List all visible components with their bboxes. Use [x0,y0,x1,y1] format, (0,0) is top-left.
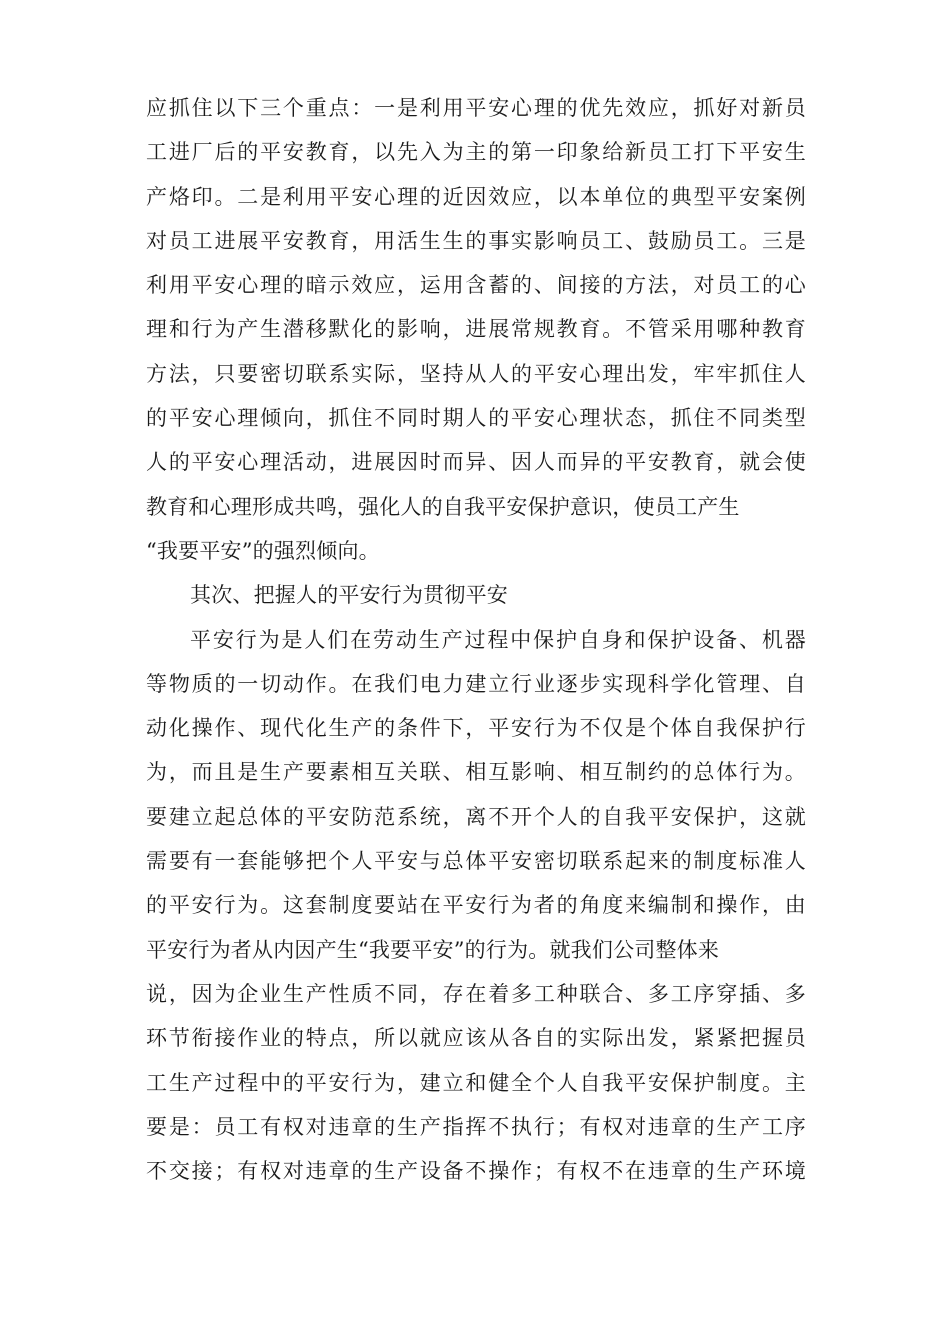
text-line: 要建立起总体的平安防范系统，离不开个人的自我平安保护，这就 [146,804,806,829]
text-line: 要是：员工有权对违章的生产指挥不执行；有权对违章的生产工序 [146,1114,806,1139]
text-line: 需要有一套能够把个人平安与总体平安密切联系起来的制度标准人 [146,849,806,874]
text-line: 动化操作、现代化生产的条件下，平安行为不仅是个体自我保护行 [146,716,806,741]
text-line: 的平安心理倾向，抓住不同时期人的平安心理状态，抓住不同类型 [146,406,806,431]
text-line: 环节衔接作业的特点，所以就应该从各自的实际出发，紧紧把握员 [146,1026,806,1051]
paragraph-2 [146,618,806,1194]
text-line: 教育和心理形成共鸣，强化人的自我平安保护意识，使员工产生 [146,494,740,519]
text-line: 的平安行为。这套制度要站在平安行为者的角度来编制和操作，由 [146,893,806,918]
text-line: 方法，只要密切联系实际，坚持从人的平安心理出发，牢牢抓住人 [146,361,806,386]
text-line: 人的平安心理活动，进展因时而异、因人而异的平安教育，就会使 [146,450,806,475]
text-line: 平安行为是人们在劳动生产过程中保护自身和保护设备、机器 [190,627,806,652]
text-line: 为，而且是生产要素相互关联、相互影响、相互制约的总体行为。 [146,760,806,785]
section-heading: 其次、把握人的平安行为贯彻平安 [190,583,508,608]
text-line: 等物质的一切动作。在我们电力建立行业逐步实现科学化管理、自 [146,671,806,696]
paragraph-1 [146,86,806,573]
document-body [146,86,806,1193]
text-line: 平安行为者从内因产生“我要平安”的行为。就我们公司整体来 [146,937,720,962]
text-line: 对员工进展平安教育，用活生生的事实影响员工、鼓励员工。三是 [146,228,806,253]
text-line: 工进厂后的平安教育，以先入为主的第一印象给新员工打下平安生 [146,140,806,165]
text-line: 说，因为企业生产性质不同，存在着多工种联合、多工序穿插、多 [146,981,806,1006]
text-line: 利用平安心理的暗示效应，运用含蓄的、间接的方法，对员工的心 [146,273,806,298]
text-line: 不交接；有权对违章的生产设备不操作；有权不在违章的生产环境 [146,1159,806,1184]
text-line: 理和行为产生潜移默化的影响，进展常规教育。不管采用哪种教育 [146,317,806,342]
text-line: 应抓住以下三个重点：一是利用平安心理的优先效应，抓好对新员 [146,96,806,120]
text-line: 产烙印。二是利用平安心理的近因效应，以本单位的典型平安案例 [146,184,806,209]
text-line: 工生产过程中的平安行为，建立和健全个人自我平安保护制度。主 [146,1070,806,1095]
text-line: “我要平安”的强烈倾向。 [146,538,380,563]
